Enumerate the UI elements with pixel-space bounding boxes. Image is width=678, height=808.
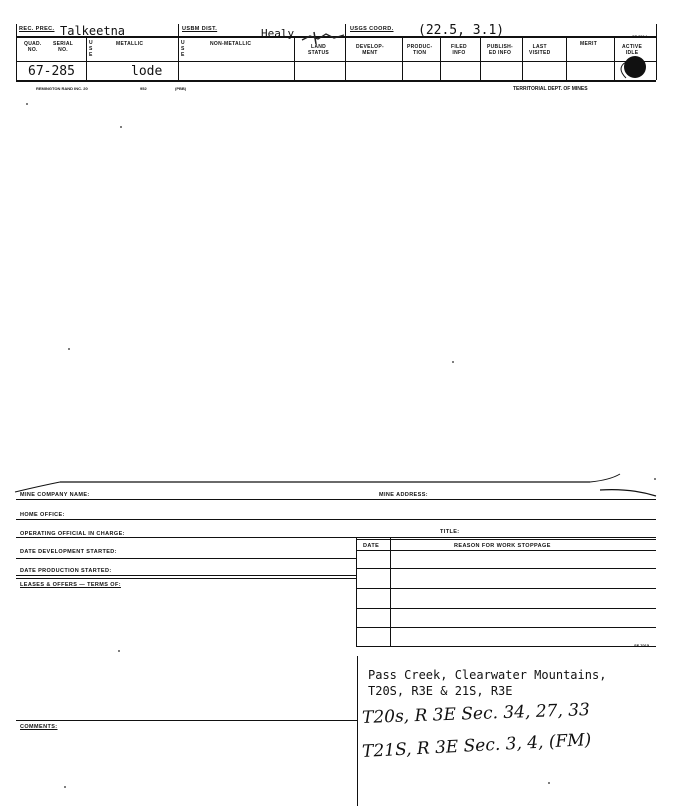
metallic-value: lode — [131, 64, 163, 79]
home-office-label: HOME OFFICE: — [20, 512, 65, 518]
usbm-dist-label: USBM DIST. — [182, 26, 218, 32]
mine-company-label: MINE COMPANY NAME: — [20, 492, 90, 498]
date-development-label: DATE DEVELOPMENT STARTED: — [20, 549, 117, 555]
col-serial: SERIAL NO. — [53, 41, 74, 53]
printer-code-1: 952 — [140, 86, 147, 91]
handwritten-note-2: T21S, R 3E Sec. 3, 4, (FM) — [361, 730, 592, 762]
location-line-1: Pass Creek, Clearwater Mountains, — [368, 668, 607, 682]
title-label: TITLE: — [440, 529, 460, 535]
col-merit: MERIT — [580, 41, 598, 47]
date-production-label: DATE PRODUCTION STARTED: — [20, 568, 112, 574]
lower-form — [0, 470, 678, 808]
form-number-top: SF 7014 — [632, 34, 648, 39]
col-active-idle: ACTIVE IDLE — [622, 44, 643, 56]
land-status-stamp — [300, 30, 346, 46]
date-column-label: DATE — [363, 543, 380, 549]
quad-serial-value: 67-285 — [28, 64, 75, 79]
punch-hole-arc — [614, 60, 628, 80]
printer-credit: REMINGTON RAND INC. 20 — [36, 86, 88, 91]
col-quad: QUAD. NO. — [24, 41, 42, 53]
department-name: TERRITORIAL DEPT. OF MINES — [513, 86, 588, 92]
rec-prec-value: Talkeetna — [60, 24, 126, 38]
col-land-status: LAND STATUS — [308, 44, 330, 56]
operating-official-label: OPERATING OFFICIAL IN CHARGE: — [20, 531, 125, 537]
col-metallic: METALLIC — [116, 41, 144, 47]
rec-prec-label: REC. PREC. — [19, 26, 55, 32]
col-non-metallic: NON-METALLIC — [210, 41, 252, 47]
handwritten-note-1: T20s, R 3E Sec. 34, 27, 33 — [361, 700, 591, 728]
usgs-coord-value: (22.5, 3.1) — [418, 23, 505, 38]
use-letters-nonmetallic: U S E — [181, 40, 185, 58]
col-published-info: PUBLISH- ED INFO — [487, 44, 514, 56]
top-border-curl — [0, 470, 678, 500]
col-filed-info: FILED INFO — [451, 44, 467, 56]
mine-address-label: MINE ADDRESS: — [379, 492, 428, 498]
header-card — [0, 0, 678, 100]
use-letters-metallic: U S E — [89, 40, 93, 58]
printer-code-2: (PBB) — [175, 86, 187, 91]
col-development: DEVELOP- MENT — [356, 44, 384, 56]
reason-column-label: REASON FOR WORK STOPPAGE — [454, 543, 551, 549]
form-number-bottom: SF 7015 — [634, 643, 650, 648]
location-line-2: T20S, R3E & 21S, R3E — [368, 684, 513, 698]
col-last-visited: LAST VISITED — [529, 44, 551, 56]
usgs-coord-label: USGS COORD. — [350, 26, 394, 32]
comments-label: COMMENTS: — [20, 724, 58, 730]
leases-offers-label: LEASES & OFFERS — TERMS OF: — [20, 582, 121, 588]
col-production: PRODUC- TION — [407, 44, 433, 56]
usbm-dist-value: Healy — [261, 27, 295, 40]
